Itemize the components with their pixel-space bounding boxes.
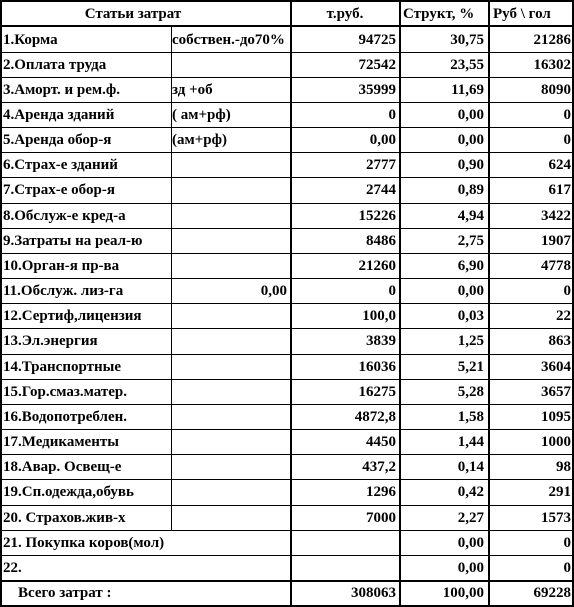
row-rub-per-head: 863 <box>548 333 571 350</box>
row-value: 1296 <box>366 484 396 501</box>
row-note <box>172 229 290 254</box>
row-value: 21260 <box>358 257 396 274</box>
row-divider <box>0 505 574 506</box>
row-rub-per-head: 1907 <box>541 232 571 249</box>
row-note <box>172 455 290 480</box>
row-divider <box>0 203 574 204</box>
row-pct: 0,14 <box>457 459 484 476</box>
row-divider <box>0 429 574 430</box>
row-note <box>172 153 290 178</box>
row-value: 4450 <box>366 434 396 451</box>
row-value <box>291 531 399 556</box>
row-rub-per-head: 3604 <box>541 358 571 375</box>
table-border-top <box>0 0 574 2</box>
row-value: 0 <box>388 283 396 300</box>
header-thousand-rub: т.руб. <box>326 6 364 22</box>
row-pct: 0,00 <box>457 283 484 300</box>
row-note <box>172 204 290 229</box>
row-pct: 5,21 <box>457 358 484 375</box>
row-name: 1.Корма <box>3 31 58 48</box>
row-rub-per-head: 1573 <box>541 509 571 526</box>
row-note <box>172 355 290 380</box>
row-divider <box>0 77 574 78</box>
row-pct: 4,94 <box>457 207 484 224</box>
row-pct: 0,90 <box>457 157 484 174</box>
row-note <box>172 531 290 556</box>
row-pct: 6,90 <box>457 257 484 274</box>
row-note <box>172 254 290 279</box>
row-name: 12.Сертиф,лицензия <box>3 308 142 325</box>
row-rub-per-head: 0 <box>563 559 571 576</box>
row-note <box>172 380 290 405</box>
header-cost-items: Статьи затрат <box>84 6 182 22</box>
row-name: 6.Страх-е зданий <box>3 157 118 174</box>
row-rub-per-head: 22 <box>556 308 571 325</box>
row-note: зд +об <box>172 81 213 98</box>
row-value: 7000 <box>366 509 396 526</box>
row-pct: 11,69 <box>451 81 484 98</box>
row-value: 0,00 <box>369 132 396 149</box>
row-name: 22. <box>3 559 22 576</box>
row-pct: 23,55 <box>450 56 484 73</box>
row-value: 15226 <box>358 207 396 224</box>
row-name: 11.Обслуж. лиз-га <box>3 283 124 300</box>
row-divider <box>0 454 574 455</box>
header-divider <box>0 25 574 27</box>
row-pct: 0,42 <box>457 484 484 501</box>
row-value: 2777 <box>366 157 396 174</box>
row-name: 7.Страх-е обор-я <box>3 182 115 199</box>
row-divider <box>0 530 574 531</box>
row-rub-per-head: 291 <box>548 484 571 501</box>
row-pct: 30,75 <box>450 31 484 48</box>
total-rub-per-head: 69228 <box>533 585 571 601</box>
row-rub-per-head: 4778 <box>541 257 571 274</box>
row-name: 21. Покупка коров(мол) <box>3 534 165 551</box>
row-rub-per-head: 0 <box>563 106 571 123</box>
row-pct: 2,27 <box>457 509 484 526</box>
row-divider <box>0 379 574 380</box>
row-divider <box>0 52 574 53</box>
row-rub-per-head: 624 <box>548 157 571 174</box>
row-rub-per-head: 98 <box>556 459 571 476</box>
row-value: 94725 <box>358 31 396 48</box>
row-rub-per-head: 8090 <box>541 81 571 98</box>
row-value: 35999 <box>358 81 396 98</box>
header-rub-per-head: Руб \ гол <box>493 6 551 22</box>
row-name: 8.Обслуж-е кред-а <box>3 207 126 224</box>
row-divider <box>0 253 574 254</box>
row-pct: 0,00 <box>457 132 484 149</box>
row-note <box>172 405 290 430</box>
row-name: 19.Сп.одежда,обувь <box>3 484 134 501</box>
row-name: 18.Авар. Освещ-е <box>3 459 122 476</box>
row-divider <box>0 303 574 304</box>
row-name: 3.Аморт. и рем.ф. <box>3 81 120 98</box>
row-value: 0 <box>388 106 396 123</box>
row-value: 16275 <box>358 383 396 400</box>
row-note: собствен.-до70% <box>172 31 285 48</box>
row-divider <box>0 177 574 178</box>
row-note: 0,00 <box>260 283 287 300</box>
row-pct: 0,00 <box>457 559 484 576</box>
row-divider <box>0 354 574 355</box>
row-name: 16.Водопотреблен. <box>3 408 127 425</box>
row-value: 16036 <box>358 358 396 375</box>
row-rub-per-head: 1095 <box>541 408 571 425</box>
row-pct: 0,89 <box>457 182 484 199</box>
row-name: 5.Аренда обор-я <box>3 132 112 149</box>
row-divider <box>0 404 574 405</box>
row-value: 4872,8 <box>354 408 396 425</box>
total-value: 308063 <box>351 585 396 601</box>
row-rub-per-head: 1000 <box>541 434 571 451</box>
row-pct: 2,75 <box>457 232 484 249</box>
row-divider <box>0 479 574 480</box>
row-rub-per-head: 0 <box>563 534 571 551</box>
row-divider <box>0 555 574 556</box>
row-note <box>172 53 290 78</box>
row-note <box>172 430 290 455</box>
row-note: (ам+рф) <box>172 132 227 149</box>
row-value: 72542 <box>358 56 396 73</box>
row-name: 20. Страхов.жив-х <box>3 509 126 526</box>
row-divider <box>0 152 574 153</box>
row-pct: 1,25 <box>457 333 484 350</box>
row-value: 8486 <box>366 232 396 249</box>
row-pct: 5,28 <box>457 383 484 400</box>
row-rub-per-head: 16302 <box>533 56 571 73</box>
row-pct: 0,00 <box>457 106 484 123</box>
row-name: 10.Орган-я пр-ва <box>3 257 120 274</box>
row-divider <box>0 127 574 128</box>
row-divider <box>0 278 574 279</box>
row-note <box>172 329 290 354</box>
row-rub-per-head: 0 <box>563 132 571 149</box>
row-value: 437,2 <box>362 459 396 476</box>
total-pct: 100,00 <box>442 585 484 601</box>
row-name: 14.Транспортные <box>3 358 121 375</box>
row-rub-per-head: 617 <box>548 182 571 199</box>
row-name: 15.Гор.смаз.матер. <box>3 383 127 400</box>
row-note <box>172 480 290 505</box>
row-rub-per-head: 0 <box>563 283 571 300</box>
row-divider <box>0 102 574 103</box>
row-note: ( ам+рф) <box>172 106 231 123</box>
row-rub-per-head: 3422 <box>541 207 571 224</box>
row-pct: 0,03 <box>457 308 484 325</box>
row-name: 9.Затраты на реал-ю <box>3 232 143 249</box>
total-label: Всего затрат : <box>18 585 112 601</box>
total-divider <box>0 580 574 582</box>
row-note <box>172 304 290 329</box>
row-pct: 1,58 <box>457 408 484 425</box>
row-value: 2744 <box>366 182 396 199</box>
row-note <box>172 506 290 531</box>
row-value: 100,0 <box>362 308 396 325</box>
row-name: 17.Медикаменты <box>3 434 119 451</box>
row-name: 13.Эл.энергия <box>3 333 98 350</box>
row-name: 4.Аренда зданий <box>3 106 115 123</box>
row-name: 2.Оплата труда <box>3 56 107 73</box>
header-structure-pct: Структ, % <box>403 6 475 22</box>
row-value <box>291 556 399 581</box>
row-note <box>172 556 290 581</box>
row-rub-per-head: 21286 <box>533 31 571 48</box>
row-pct: 1,44 <box>457 434 484 451</box>
row-note <box>172 178 290 203</box>
row-divider <box>0 228 574 229</box>
row-value: 3839 <box>366 333 396 350</box>
row-pct: 0,00 <box>457 534 484 551</box>
row-divider <box>0 328 574 329</box>
note-column-divider <box>171 27 172 531</box>
row-rub-per-head: 3657 <box>541 383 571 400</box>
